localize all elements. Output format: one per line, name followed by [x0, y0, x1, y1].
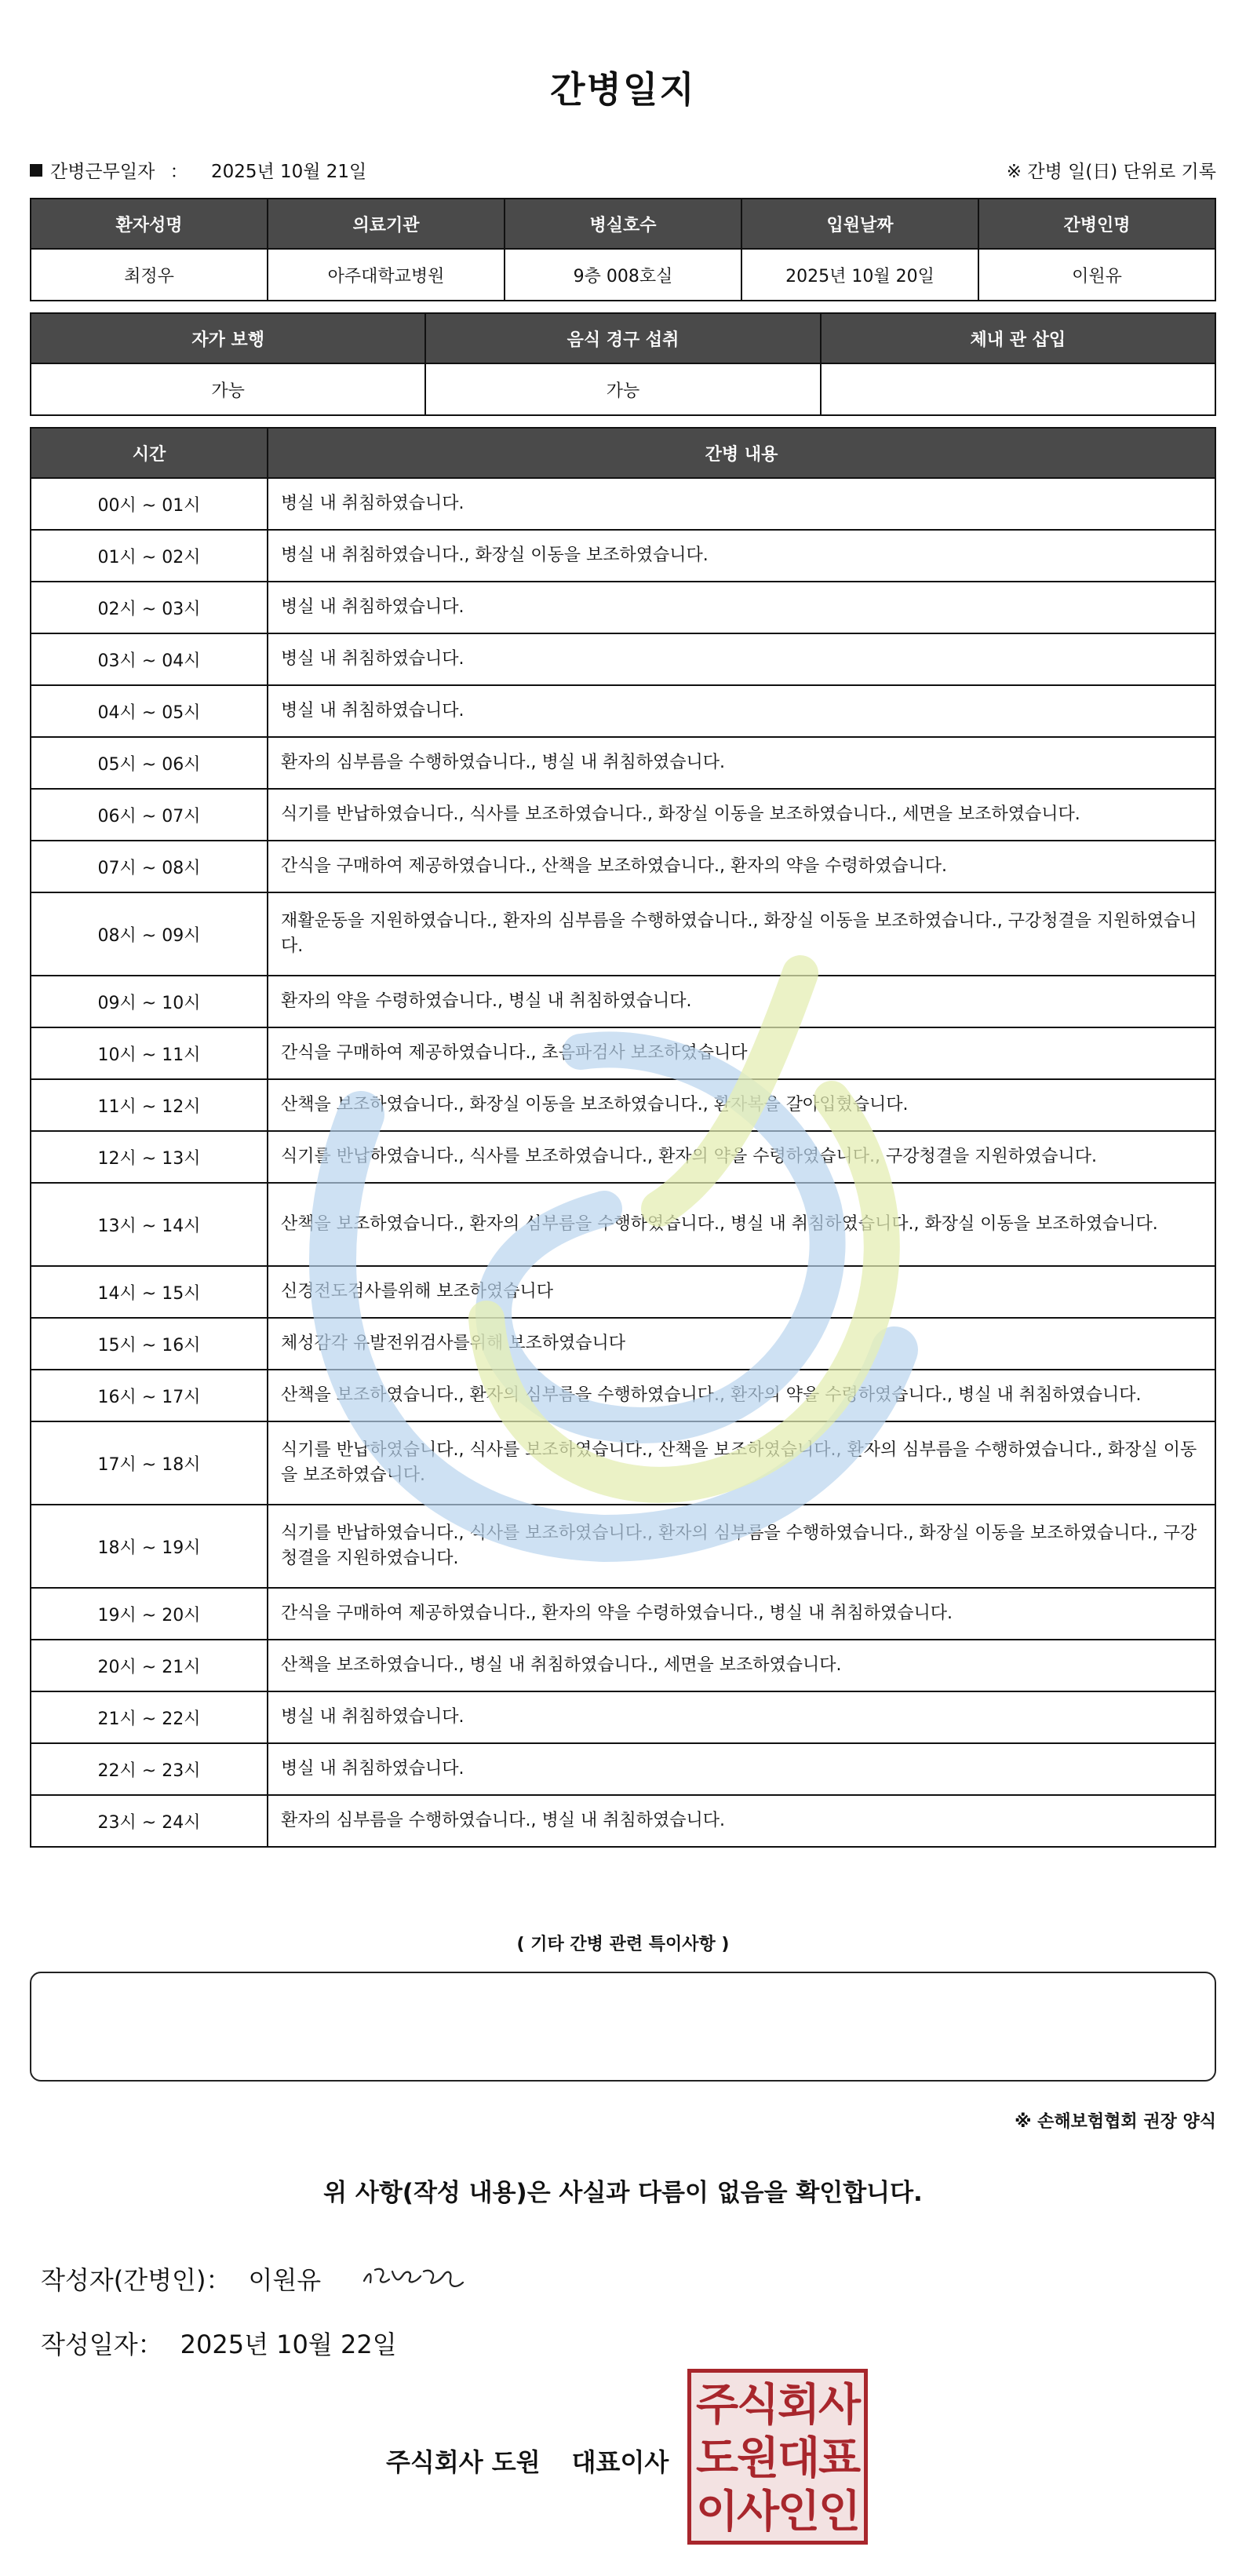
header-time: 시간	[31, 428, 268, 478]
row-time: 01시 ~ 02시	[31, 530, 268, 582]
table-row	[31, 1079, 1215, 1131]
table-row	[31, 1370, 1215, 1421]
header-room: 병실호수	[505, 199, 741, 249]
hospital: 아주대학교병원	[268, 249, 505, 301]
table-row	[31, 1640, 1215, 1691]
seal-char: 주	[696, 2380, 739, 2431]
table-row	[31, 582, 1215, 633]
company-name: 주식회사 도원	[386, 2447, 541, 2477]
work-date-value: 2025년 10월 21일	[210, 162, 367, 182]
seal-char: 도	[696, 2433, 739, 2484]
confirm-statement: 위 사항(작성 내용)은 사실과 다름이 없음을 확인합니다.	[323, 2179, 923, 2207]
row-time: 16시 ~ 17시	[31, 1370, 268, 1421]
write-date-line	[41, 2325, 397, 2361]
recommend-note: ※ 손해보험협회 권장 양식	[1015, 2112, 1216, 2132]
handwritten-signature	[358, 2248, 475, 2303]
row-time: 02시 ~ 03시	[31, 582, 268, 633]
unit-note: ※ 간병 일(日) 단위로 기록	[1006, 162, 1216, 182]
header-hospital: 의료기관	[268, 199, 505, 249]
tube-insertion	[821, 363, 1215, 415]
row-content: 병실 내 취침하였습니다.	[268, 1743, 1215, 1795]
row-time: 15시 ~ 16시	[31, 1318, 268, 1370]
row-content: 병실 내 취침하였습니다.	[268, 478, 1215, 530]
writer-label: 작성자(간병인)：	[41, 2265, 231, 2295]
row-time: 20시 ~ 21시	[31, 1640, 268, 1691]
notice-box	[30, 1972, 1216, 2082]
row-time: 04시 ~ 05시	[31, 685, 268, 737]
write-date: 2025년 10월 22일	[180, 2330, 397, 2359]
table-row	[31, 530, 1215, 582]
seal-char: 대	[778, 2433, 821, 2484]
header-care-content: 간병 내용	[268, 428, 1215, 478]
table-row	[31, 1318, 1215, 1370]
header-self-walking: 자가 보행	[31, 313, 425, 363]
row-time: 12시 ~ 13시	[31, 1131, 268, 1183]
table-row	[31, 1266, 1215, 1318]
seal-char: 이	[696, 2487, 739, 2538]
room: 9층 008호실	[505, 249, 741, 301]
row-time: 13시 ~ 14시	[31, 1183, 268, 1266]
table-row	[31, 976, 1215, 1027]
table-row	[31, 841, 1215, 892]
row-content: 병실 내 취침하였습니다.	[268, 685, 1215, 737]
table-row	[31, 1421, 1215, 1505]
table-row	[31, 892, 1215, 976]
status-table	[30, 312, 1216, 416]
row-content: 간식을 구매하여 제공하였습니다., 산책을 보조하였습니다., 환자의 약을 수령하였습니다.	[268, 841, 1215, 892]
row-time: 03시 ~ 04시	[31, 633, 268, 685]
work-date-label: 간병근무일자	[50, 162, 155, 182]
row-content: 식기를 반납하였습니다., 식사를 보조하였습니다., 환자의 약을 수령하였습니다., 구강청결을 지원하였습니다.	[268, 1131, 1215, 1183]
row-content: 간식을 구매하여 제공하였습니다., 초음파검사 보조하였습니다	[268, 1027, 1215, 1079]
row-content: 식기를 반납하였습니다., 식사를 보조하였습니다., 산책을 보조하였습니다., 환자의 심부름을 수행하였습니다., 화장실 이동을 보조하였습니다.	[268, 1421, 1215, 1505]
row-time: 21시 ~ 22시	[31, 1691, 268, 1743]
writer-name: 이원유	[248, 2265, 322, 2295]
row-content: 병실 내 취침하였습니다.	[268, 633, 1215, 685]
notice-title: ( 기타 간병 관련 특이사항 )	[516, 1935, 730, 1954]
seal-char: 인	[818, 2487, 862, 2538]
row-time: 11시 ~ 12시	[31, 1079, 268, 1131]
row-time: 10시 ~ 11시	[31, 1027, 268, 1079]
row-content: 체성감각 유발전위검사를위해 보조하였습니다	[268, 1318, 1215, 1370]
table-row	[31, 1588, 1215, 1640]
row-content: 식기를 반납하였습니다., 식사를 보조하였습니다., 화장실 이동을 보조하였습니다., 세면을 보조하였습니다.	[268, 789, 1215, 841]
work-date	[30, 157, 366, 183]
seal-char: 사	[818, 2380, 862, 2431]
row-time: 08시 ~ 09시	[31, 892, 268, 976]
row-time: 17시 ~ 18시	[31, 1421, 268, 1505]
table-row	[31, 789, 1215, 841]
table-row	[31, 685, 1215, 737]
work-date-separator: ：	[169, 162, 188, 182]
row-time: 22시 ~ 23시	[31, 1743, 268, 1795]
self-walking: 가능	[31, 363, 425, 415]
row-content: 병실 내 취침하였습니다.	[268, 582, 1215, 633]
row-time: 07시 ~ 08시	[31, 841, 268, 892]
row-content: 산책을 보조하였습니다., 환자의 심부름을 수행하였습니다., 병실 내 취침하였습니다., 화장실 이동을 보조하였습니다.	[268, 1183, 1215, 1266]
square-bullet-icon	[30, 164, 42, 177]
header-tube-insertion: 체내 관 삽입	[821, 313, 1215, 363]
table-row	[31, 478, 1215, 530]
seal-char: 식	[737, 2380, 780, 2431]
table-row	[31, 1743, 1215, 1795]
patient-name: 최정우	[31, 249, 268, 301]
table-row	[31, 1131, 1215, 1183]
company-rep: 대표이사	[571, 2447, 669, 2477]
seal-char: 인	[778, 2487, 821, 2538]
admission-date: 2025년 10월 20일	[741, 249, 978, 301]
table-row	[31, 633, 1215, 685]
row-time: 23시 ~ 24시	[31, 1795, 268, 1847]
document-title: 간병일지	[550, 68, 696, 111]
row-content: 식기를 반납하였습니다., 식사를 보조하였습니다., 환자의 심부름을 수행하였습니다., 화장실 이동을 보조하였습니다., 구강청결을 지원하였습니다.	[268, 1505, 1215, 1588]
writer-line	[41, 2260, 321, 2297]
care-log-body	[31, 478, 1215, 1847]
oral-intake: 가능	[425, 363, 820, 415]
row-time: 19시 ~ 20시	[31, 1588, 268, 1640]
row-content: 간식을 구매하여 제공하였습니다., 환자의 약을 수령하였습니다., 병실 내 취침하였습니다.	[268, 1588, 1215, 1640]
header-patient-name: 환자성명	[31, 199, 268, 249]
table-row	[31, 1691, 1215, 1743]
row-content: 병실 내 취침하였습니다., 화장실 이동을 보조하였습니다.	[268, 530, 1215, 582]
row-time: 09시 ~ 10시	[31, 976, 268, 1027]
row-content: 산책을 보조하였습니다., 환자의 심부름을 수행하였습니다., 환자의 약을 수령하였습니다., 병실 내 취침하였습니다.	[268, 1370, 1215, 1421]
care-log-table	[30, 427, 1216, 1848]
table-row	[31, 737, 1215, 789]
row-time: 18시 ~ 19시	[31, 1505, 268, 1588]
header-oral-intake: 음식 경구 섭취	[425, 313, 820, 363]
row-content: 재활운동을 지원하였습니다., 환자의 심부름을 수행하였습니다., 화장실 이동을 보조하였습니다., 구강청결을 지원하였습니다.	[268, 892, 1215, 976]
company-seal	[687, 2369, 868, 2545]
table-row	[31, 1795, 1215, 1847]
row-content: 환자의 약을 수령하였습니다., 병실 내 취침하였습니다.	[268, 976, 1215, 1027]
row-content: 산책을 보조하였습니다., 병실 내 취침하였습니다., 세면을 보조하였습니다.	[268, 1640, 1215, 1691]
seal-char: 표	[818, 2433, 862, 2484]
write-date-label: 작성일자：	[41, 2330, 163, 2359]
row-time: 14시 ~ 15시	[31, 1266, 268, 1318]
row-time: 05시 ~ 06시	[31, 737, 268, 789]
seal-char: 원	[737, 2433, 780, 2484]
row-time: 00시 ~ 01시	[31, 478, 268, 530]
row-content: 환자의 심부름을 수행하였습니다., 병실 내 취침하였습니다.	[268, 1795, 1215, 1847]
table-row	[31, 1027, 1215, 1079]
table-row	[31, 1505, 1215, 1588]
table-row	[31, 1183, 1215, 1266]
row-content: 환자의 심부름을 수행하였습니다., 병실 내 취침하였습니다.	[268, 737, 1215, 789]
row-content: 산책을 보조하였습니다., 화장실 이동을 보조하였습니다., 환자복을 갈아입혔습니다.	[268, 1079, 1215, 1131]
row-content: 신경전도검사를위해 보조하였습니다	[268, 1266, 1215, 1318]
header-caregiver-name: 간병인명	[978, 199, 1215, 249]
header-admission-date: 입원날짜	[741, 199, 978, 249]
seal-char: 사	[737, 2487, 780, 2538]
caregiver-name: 이원유	[978, 249, 1215, 301]
row-content: 병실 내 취침하였습니다.	[268, 1691, 1215, 1743]
row-time: 06시 ~ 07시	[31, 789, 268, 841]
meta-row	[30, 157, 1216, 184]
patient-info-table	[30, 198, 1216, 301]
seal-char: 회	[778, 2380, 821, 2431]
company-line	[386, 2443, 669, 2479]
